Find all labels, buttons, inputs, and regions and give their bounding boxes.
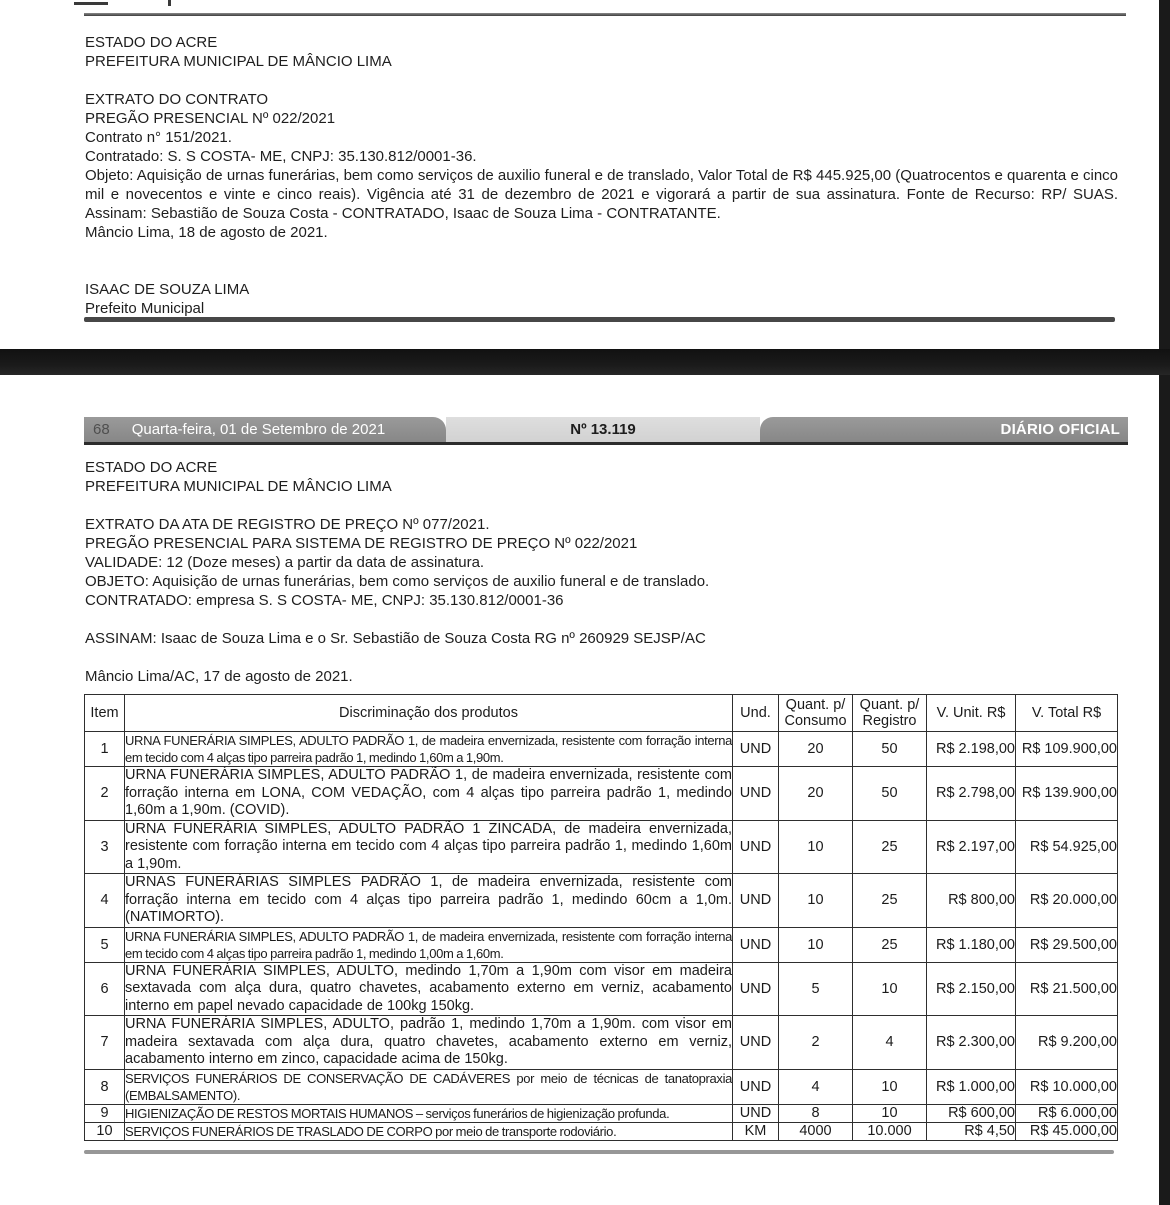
- cell-qty-consumo: 10: [779, 874, 853, 928]
- cell-item-number: 5: [85, 927, 125, 962]
- cell-description: URNA FUNERÁRIA SIMPLES, ADULTO, padrão 1, medindo 1,70m a 1,90m. com visor em madeira sextavada com alça dura, quatro chavetes, acabamento externo em verniz, acabamento interno em zinco, capacidade acima de 150kg.: [125, 1016, 732, 1067]
- contract-number-line: Contrato n° 151/2021.: [85, 129, 232, 146]
- cell-unit-price: R$ 800,00: [927, 874, 1016, 928]
- objeto-line: OBJETO: Aquisição de urnas funerárias, bem como serviços de auxilio funeral e de translado.: [85, 573, 710, 590]
- cell-qty-registro: 25: [853, 874, 927, 928]
- org-line-prefeitura: PREFEITURA MUNICIPAL DE MÂNCIO LIMA: [85, 478, 392, 495]
- table-row: [85, 820, 1118, 874]
- cell-total-price: R$ 21.500,00: [1016, 962, 1118, 1016]
- price-registry-block: [84, 694, 1118, 1154]
- cell-item-number: 9: [85, 1104, 125, 1122]
- ata-date-line: Mâncio Lima/AC, 17 de agosto de 2021.: [85, 668, 353, 685]
- table-row: [85, 927, 1118, 962]
- col-header-unit-price: V. Unit. R$: [927, 695, 1016, 732]
- masthead-title-segment: [760, 417, 1128, 442]
- col-header-description: Discriminação dos produtos: [125, 695, 733, 732]
- cell-total-price: R$ 54.925,00: [1016, 820, 1118, 874]
- cell-unit-price: R$ 2.197,00: [927, 820, 1016, 874]
- col-header-item: Item: [85, 695, 125, 732]
- page-edge-shadow: [1159, 0, 1170, 1205]
- section-extrato-contrato: [85, 33, 1118, 318]
- contract-date-line: Mâncio Lima, 18 de agosto de 2021.: [85, 224, 328, 241]
- cell-unit-price: R$ 2.198,00: [927, 732, 1016, 767]
- cell-unit: UND: [733, 732, 779, 767]
- cell-description: URNA FUNERÁRIA SIMPLES, ADULTO PADRÃO 1, de madeira envernizada, resistente com forração interna em tecido com 4 alças tipo parreira padrão 1, medindo 1,00m a 1,60m.: [125, 928, 732, 961]
- ata-title: EXTRATO DA ATA DE REGISTRO DE PREÇO Nº 077/2021.: [85, 516, 490, 533]
- cell-unit-price: R$ 1.180,00: [927, 927, 1016, 962]
- cell-item-number: 2: [85, 767, 125, 821]
- masthead: [84, 417, 1128, 445]
- section-divider: [84, 317, 1115, 322]
- cell-item-number: 3: [85, 820, 125, 874]
- cell-description: URNA FUNERÁRIA SIMPLES, ADULTO PADRÃO 1, de madeira envernizada, resistente com forração interna em LONA, COM VEDAÇÃO, com 4 alças tipo parreira padrão 1, medindo 1,60m a 1,90m. (COVID).: [125, 767, 732, 818]
- edition-number: Nº 13.119: [570, 421, 636, 438]
- cell-unit: UND: [733, 1069, 779, 1104]
- masthead-date: Quarta-feira, 01 de Setembro de 2021: [131, 421, 386, 438]
- cell-qty-registro: 25: [853, 820, 927, 874]
- col-header-qty-registro: Quant. p/ Registro: [853, 695, 927, 732]
- cell-qty-consumo: 10: [779, 820, 853, 874]
- cell-unit-price: R$ 2.798,00: [927, 767, 1016, 821]
- cell-qty-consumo: 8: [779, 1104, 853, 1122]
- cell-qty-consumo: 20: [779, 732, 853, 767]
- cell-unit: UND: [733, 767, 779, 821]
- cell-qty-consumo: 20: [779, 767, 853, 821]
- cell-unit: UND: [733, 962, 779, 1016]
- bottom-divider: [84, 1150, 1114, 1154]
- cell-description: URNAS FUNERÁRIAS SIMPLES PADRÃO 1, de madeira envernizada, resistente com forração interna em tecido com 4 alças tipo parreira padrão 1, medindo 60cm a 1,0m. (NATIMORTO).: [125, 874, 732, 925]
- gazette-title: DIÁRIO OFICIAL: [1000, 421, 1120, 438]
- contract-title: EXTRATO DO CONTRATO: [85, 91, 269, 108]
- cell-unit-price: R$ 1.000,00: [927, 1069, 1016, 1104]
- products-table: [84, 694, 1118, 1141]
- cell-item-number: 6: [85, 962, 125, 1016]
- cell-description: URNA FUNERÁRIA SIMPLES, ADULTO PADRÃO 1, de madeira envernizada, resistente com forração interna em tecido com 4 alças tipo parreira padrão 1, medindo 1,60m a 1,90m.: [125, 733, 732, 765]
- cell-unit: UND: [733, 1104, 779, 1122]
- table-header-row: [85, 695, 1118, 732]
- cell-qty-registro: 10: [853, 1069, 927, 1104]
- cell-unit-price: R$ 600,00: [927, 1104, 1016, 1122]
- org-line-estado: ESTADO DO ACRE: [85, 459, 218, 476]
- cell-qty-registro: 10: [853, 1104, 927, 1122]
- masthead-edition-segment: [446, 417, 760, 442]
- cell-item-number: 4: [85, 874, 125, 928]
- page-break-band: [0, 349, 1170, 375]
- contract-object-paragraph: Objeto: Aquisição de urnas funerárias, bem como serviços de auxilio funeral e de translado, Valor Total de R$ 445.925,00 (Quatrocentos e quarenta e cinco mil e novecentos e vinte e cinco reais). Vigência até 31 de dezembro de 2021 e vigorará a partir de sua assinatura. Fonte de Recurso: RP/ SUAS. Assinam: Sebastião de Souza Costa - CONTRATADO, Isaac de Souza Lima - CONTRATANTE.: [85, 167, 1118, 222]
- cell-description: SERVIÇOS FUNERÁRIOS DE CONSERVAÇÃO DE CADÁVERES por meio de técnicas de tanatopraxia (EMBALSAMENTO).: [125, 1070, 732, 1103]
- cell-qty-registro: 50: [853, 767, 927, 821]
- signature-title: Prefeito Municipal: [85, 300, 205, 317]
- cell-description: HIGIENIZAÇÃO DE RESTOS MORTAIS HUMANOS – serviços funerários de higienização profunda.: [125, 1104, 733, 1122]
- signature-name: ISAAC DE SOUZA LIMA: [85, 281, 250, 298]
- cell-total-price: R$ 29.500,00: [1016, 927, 1118, 962]
- cell-qty-consumo: 2: [779, 1016, 853, 1070]
- spacer: [85, 610, 1118, 629]
- pregao-line: PREGÃO PRESENCIAL Nº 022/2021: [85, 110, 336, 127]
- table-row: [85, 962, 1118, 1016]
- contracted-line: Contratado: S. S COSTA- ME, CNPJ: 35.130.812/0001-36.: [85, 148, 477, 165]
- cell-unit-price: R$ 2.300,00: [927, 1016, 1016, 1070]
- cell-description: URNA FUNERÁRIA SIMPLES, ADULTO, medindo 1,70m a 1,90m com visor em madeira sextavada com alça dura, quatro chavetes, acabamento externo em verniz, acabamento interno em papel nevado capacidade de 100kg 150kg.: [125, 962, 732, 1014]
- org-line-estado: ESTADO DO ACRE: [85, 34, 218, 51]
- spacer: [85, 648, 1118, 667]
- pregao-line: PREGÃO PRESENCIAL PARA SISTEMA DE REGISTRO DE PREÇO Nº 022/2021: [85, 535, 638, 552]
- cell-item-number: 10: [85, 1122, 125, 1140]
- top-divider: [84, 13, 1126, 16]
- cell-qty-consumo: 10: [779, 927, 853, 962]
- col-header-total-price: V. Total R$: [1016, 695, 1118, 732]
- section-ata-registro: [85, 458, 1118, 686]
- cell-total-price: R$ 45.000,00: [1016, 1122, 1118, 1140]
- masthead-date-segment: [84, 417, 446, 442]
- table-row: [85, 874, 1118, 928]
- cell-total-price: R$ 6.000,00: [1016, 1104, 1118, 1122]
- org-line-prefeitura: PREFEITURA MUNICIPAL DE MÂNCIO LIMA: [85, 53, 392, 70]
- cell-total-price: R$ 109.900,00: [1016, 732, 1118, 767]
- cell-total-price: R$ 20.000,00: [1016, 874, 1118, 928]
- spacer: [85, 496, 1118, 515]
- contratado-line: CONTRATADO: empresa S. S COSTA- ME, CNPJ: 35.130.812/0001-36: [85, 592, 564, 609]
- cell-unit: UND: [733, 1016, 779, 1070]
- cell-total-price: R$ 10.000,00: [1016, 1069, 1118, 1104]
- cell-qty-consumo: 4: [779, 1069, 853, 1104]
- table-row: [85, 732, 1118, 767]
- cell-qty-registro: 10.000: [853, 1122, 927, 1140]
- table-body: [85, 732, 1118, 1141]
- cell-unit-price: R$ 4,50: [927, 1122, 1016, 1140]
- cell-qty-registro: 10: [853, 962, 927, 1016]
- cell-unit: UND: [733, 820, 779, 874]
- cell-qty-registro: 25: [853, 927, 927, 962]
- cell-qty-consumo: 4000: [779, 1122, 853, 1140]
- table-row: [85, 1069, 1118, 1104]
- spacer: [85, 261, 1118, 280]
- cell-unit: KM: [733, 1122, 779, 1140]
- cell-qty-consumo: 5: [779, 962, 853, 1016]
- table-row: [85, 1016, 1118, 1070]
- validade-line: VALIDADE: 12 (Doze meses) a partir da data de assinatura.: [85, 554, 485, 571]
- cell-description: URNA FUNERÁRIA SIMPLES, ADULTO PADRÃO 1 ZINCADA, de madeira envernizada, resistente com forração interna em tecido com 4 alças tipo parreira padrão 1, medindo 1,60m a 1,90m.: [125, 820, 732, 872]
- cell-qty-registro: 4: [853, 1016, 927, 1070]
- assinam-line: ASSINAM: Isaac de Souza Lima e o Sr. Sebastião de Souza Costa RG nº 260929 SEJSP/AC: [85, 630, 706, 647]
- spacer: [85, 71, 1118, 90]
- cell-unit: UND: [733, 927, 779, 962]
- cell-unit-price: R$ 2.150,00: [927, 962, 1016, 1016]
- page-number: 68: [93, 421, 110, 438]
- cell-qty-registro: 50: [853, 732, 927, 767]
- table-row: [85, 1104, 1118, 1122]
- cell-unit: UND: [733, 874, 779, 928]
- spacer: [85, 242, 1118, 261]
- cell-item-number: 7: [85, 1016, 125, 1070]
- cell-item-number: 1: [85, 732, 125, 767]
- cut-off-text-fragment: [72, 0, 212, 6]
- cell-item-number: 8: [85, 1069, 125, 1104]
- table-row: [85, 1122, 1118, 1140]
- cell-total-price: R$ 139.900,00: [1016, 767, 1118, 821]
- col-header-unit: Und.: [733, 695, 779, 732]
- table-row: [85, 767, 1118, 821]
- cell-description: SERVIÇOS FUNERÁRIOS DE TRASLADO DE CORPO por meio de transporte rodoviário.: [125, 1122, 733, 1140]
- cell-total-price: R$ 9.200,00: [1016, 1016, 1118, 1070]
- col-header-qty-consumo: Quant. p/ Consumo: [779, 695, 853, 732]
